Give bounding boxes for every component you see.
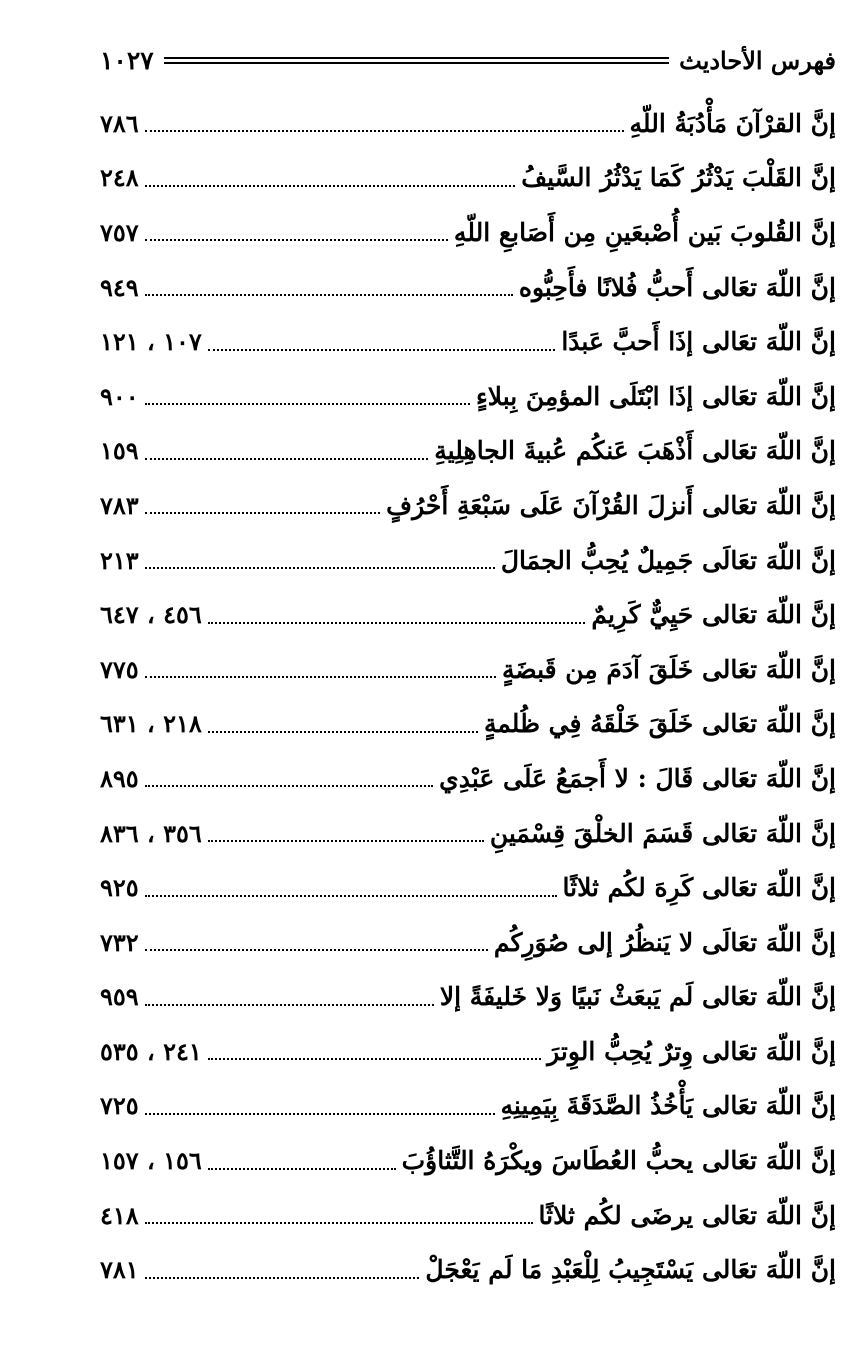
- index-entry: [100, 369, 836, 424]
- leader-dots: [145, 567, 495, 569]
- leader-dots: [145, 785, 434, 787]
- entry-page-refs: ٨٩٥: [100, 763, 139, 793]
- entry-text: إنَّ اللّهَ تعَالى أَذْهَبَ عَنكُم عُبيةَ الجاهِلِيةِ: [434, 436, 836, 466]
- entry-text: إنَّ اللّهَ تعَالى أَحبُّ فُلانًا فأَحِبُّوه: [518, 272, 836, 302]
- entry-text: إنَّ اللّهَ تعَالى يرضَى لكُم ثلاثًا: [538, 1200, 836, 1230]
- leader-dots: [145, 512, 380, 514]
- entry-text: إنَّ اللّهَ تعَالى يَسْتَجِيبُ لِلْعَبْدِ مَا لَم يَعْجَلْ: [425, 1255, 836, 1285]
- index-entry: [100, 205, 836, 260]
- leader-dots: [145, 1004, 434, 1006]
- leader-dots: [145, 185, 516, 187]
- leader-dots: [145, 676, 496, 678]
- index-entry: [100, 260, 836, 315]
- index-entry: [100, 151, 836, 206]
- entry-page-refs: ٩٠٠: [100, 381, 139, 411]
- entry-text: إنَّ اللّهَ تعَالى خَلَقَ آدَمَ مِن قَبضَةٍ: [502, 654, 836, 684]
- header-title: فهرس الأحاديث: [679, 45, 836, 75]
- page-number: ١٠٢٧: [100, 45, 154, 75]
- index-entry: [100, 1133, 836, 1188]
- leader-dots: [208, 1058, 541, 1060]
- hadith-index-list: [100, 96, 836, 1297]
- entry-page-refs: ٢٤٨: [100, 163, 139, 193]
- entry-page-refs: ٩٢٥: [100, 873, 139, 903]
- entry-text: إنَّ اللّهَ تعَالى حَيِيٌّ كَرِيمٌ: [591, 600, 836, 630]
- entry-page-refs: ٩٤٩: [100, 272, 139, 302]
- entry-text: إنَّ اللّهَ تعَالى يحبُّ العُطَاسَ ويكْرَهُ التَّثاؤُبَ: [401, 1146, 836, 1176]
- entry-text: إنَّ اللّهَ تعَالى كَرِهَ لكُم ثلاثًا: [562, 873, 836, 903]
- leader-dots: [145, 1113, 495, 1115]
- leader-dots: [145, 458, 429, 460]
- leader-dots: [145, 1277, 420, 1279]
- index-entry: [100, 697, 836, 752]
- index-entry: [100, 1024, 836, 1079]
- leader-dots: [208, 731, 478, 733]
- leader-dots: [208, 349, 556, 351]
- entry-text: إنَّ اللّهَ تعَالى قَسَمَ الخلْقَ قِسْمَينِ: [489, 818, 836, 848]
- entry-page-refs: ٧٨٣: [100, 490, 139, 520]
- entry-text: إنَّ اللّهَ تعَالَى لا يَنظُرُ إلى صُوَرِكُم: [493, 927, 836, 957]
- leader-dots: [208, 622, 586, 624]
- entry-page-refs: ٧٨١: [100, 1255, 139, 1285]
- index-entry: [100, 1242, 836, 1297]
- leader-dots: [145, 403, 470, 405]
- leader-dots: [145, 294, 513, 296]
- index-entry: [100, 642, 836, 697]
- leader-dots: [145, 895, 557, 897]
- running-header: [100, 40, 836, 80]
- entry-page-refs: ٩٥٩: [100, 982, 139, 1012]
- entry-page-refs: ٢١٣: [100, 545, 139, 575]
- leader-dots: [208, 1168, 396, 1170]
- index-entry: [100, 314, 836, 369]
- entry-text: إنَّ اللّهَ تعَالى قَالَ : لا أَجمَعُ عَلَى عَبْدِي: [439, 763, 836, 793]
- entry-text: إنَّ اللّهَ تعَالى أَنزلَ القُرْآنَ عَلَى سَبْعَةِ أَحْرُفٍ: [386, 490, 836, 520]
- entry-page-refs: ٧٨٦: [100, 108, 139, 138]
- leader-dots: [208, 840, 484, 842]
- entry-page-refs: ٧٣٢: [100, 927, 139, 957]
- entry-text: إنَّ اللّهَ تعَالى وِترٌ يُحِبُّ الوِترَ: [547, 1036, 836, 1066]
- index-entry: [100, 478, 836, 533]
- entry-text: إنَّ اللّهَ تعَالَى جَمِيلٌ يُحِبُّ الجمَالَ: [500, 545, 836, 575]
- index-entry: [100, 970, 836, 1025]
- entry-page-refs: ٧٢٥: [100, 1091, 139, 1121]
- index-entry: [100, 915, 836, 970]
- index-entry: [100, 424, 836, 479]
- entry-text: إنَّ اللّهَ تعَالى إذَا ابْتَلَى المؤمِنَ بِبلاءٍ: [476, 381, 836, 411]
- entry-page-refs: ٣٥٦ ، ٨٣٦: [100, 818, 202, 848]
- leader-dots: [145, 130, 624, 132]
- entry-page-refs: ٤٥٦ ، ٦٤٧: [100, 600, 202, 630]
- index-entry: [100, 806, 836, 861]
- index-entry: [100, 1079, 836, 1134]
- entry-page-refs: ٢٤١ ، ٥٣٥: [100, 1036, 202, 1066]
- entry-page-refs: ٧٧٥: [100, 654, 139, 684]
- entry-text: إنَّ القُلوبَ بَين أُصْبعَينِ مِن أَصَابعِ اللّهِ: [453, 217, 836, 247]
- entry-page-refs: ١٠٧ ، ١٢١: [100, 327, 202, 357]
- entry-text: إنَّ اللّهَ تعَالى خَلَقَ خَلْقَهُ فِي ظُلمةٍ: [483, 709, 836, 739]
- index-entry: [100, 587, 836, 642]
- entry-text: إنَّ اللّهَ تعَالى إذَا أَحبَّ عَبدًا: [561, 327, 836, 357]
- entry-text: إنَّ القرْآنَ مَأْدُبَةُ اللّهِ: [629, 108, 836, 138]
- leader-dots: [145, 239, 448, 241]
- entry-page-refs: ٧٥٧: [100, 217, 139, 247]
- index-entry: [100, 96, 836, 151]
- entry-text: إنَّ اللّهَ تعَالى يَأْخُذُ الصَّدَقَةَ بِيَمِينِهِ: [500, 1091, 836, 1121]
- entry-text: إنَّ القَلْبَ يَدْثُرُ كَمَا يَدْثُرُ السَّيفُ: [521, 163, 836, 193]
- index-entry: [100, 533, 836, 588]
- index-entry: [100, 751, 836, 806]
- leader-dots: [145, 949, 488, 951]
- entry-text: إنَّ اللّهَ تعَالى لَم يَبعَثْ نَبيًا وَلا خَليفَةً إلا: [439, 982, 836, 1012]
- index-entry: [100, 860, 836, 915]
- header-rule: [164, 57, 669, 64]
- index-entry: [100, 1188, 836, 1243]
- entry-page-refs: ١٥٦ ، ١٥٧: [100, 1146, 202, 1176]
- entry-page-refs: ٤١٨: [100, 1200, 139, 1230]
- entry-page-refs: ٢١٨ ، ٦٣١: [100, 709, 202, 739]
- leader-dots: [145, 1222, 533, 1224]
- entry-page-refs: ١٥٩: [100, 436, 139, 466]
